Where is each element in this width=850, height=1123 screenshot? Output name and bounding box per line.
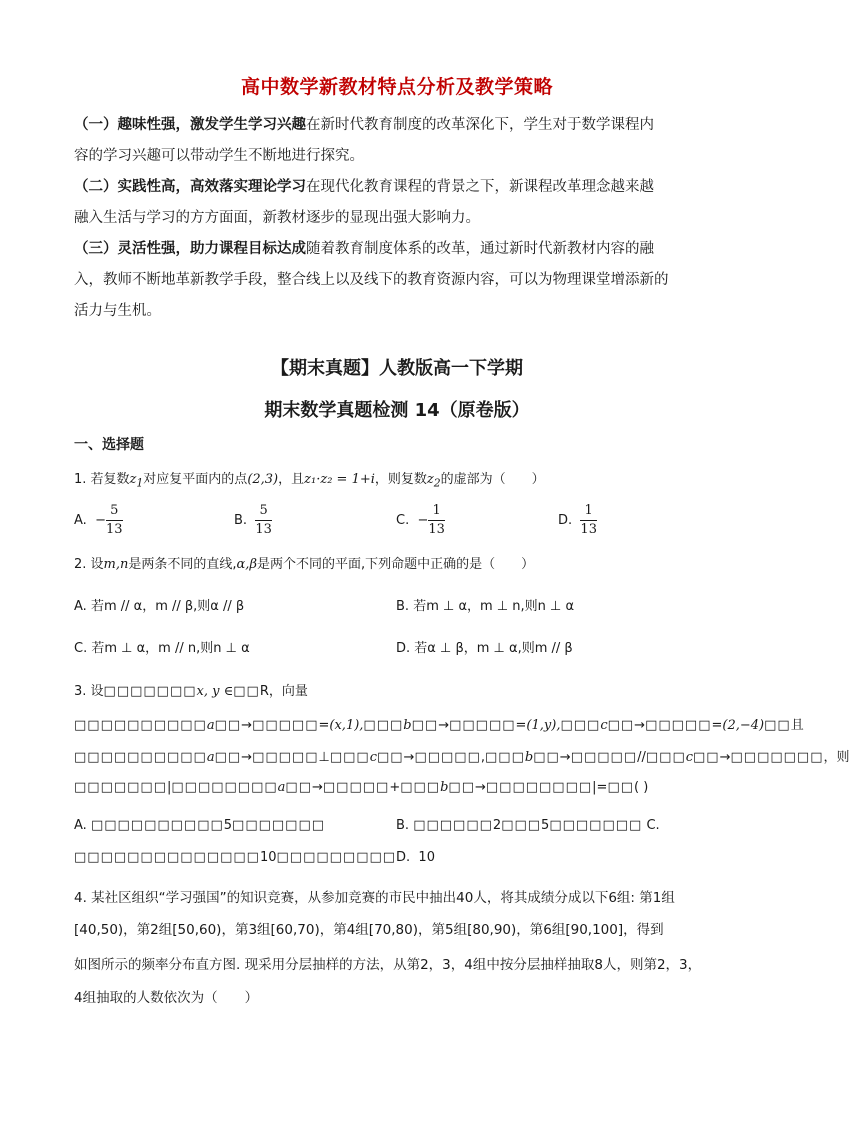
q1-point: (2,3) [247, 472, 279, 487]
intro-cont-3: 入，教师不断地革新教学手段，整合线上以及线下的教育资源内容，可以为物理课堂增添新的 [74, 272, 669, 288]
q2-option-a: A. 若m // α，m // β,则α // β [74, 599, 245, 614]
exam-title-2: 期末数学真题检测 14（原卷版） [264, 400, 530, 421]
q2-option-b: B. 若m ⊥ α，m ⊥ n,则n ⊥ α [396, 599, 575, 614]
question-3-line-4: □□□□□□□|□□□□□□□□a□□→□□□□□+□□□b□□→□□□□□□□□|=□□( ) [74, 780, 649, 795]
q1-text-c: ，且 [278, 472, 305, 487]
q1-text-d: ，则复数 [374, 472, 427, 487]
q2-option-d: D. 若α ⊥ β，m ⊥ α,则m // β [396, 641, 573, 656]
q2-option-c: C. 若m ⊥ α，m // n,则n ⊥ α [74, 641, 250, 656]
q3-option-b: B. □□□□□□2□□□5□□□□□□□ C. [396, 818, 660, 833]
q3-option-d: D. 10 [396, 850, 435, 865]
q1-text-a: 1. 若复数 [74, 472, 130, 487]
q1-z1: $z_1$ [129, 472, 144, 490]
question-4-line-2: [40,50)，第2组[50,60)，第3组[60,70)，第4组[70,80)，第5组[80,90)，第6组[90,100]，得到 [74, 922, 664, 938]
q1-equation: z₁·z₂ = 1+i [304, 472, 375, 487]
question-2-stem: 2. 设m,n是两条不同的直线,α,β是两个不同的平面,下列命题中正确的是（ ） [74, 557, 535, 572]
q1-text-b: 对应复平面内的点 [143, 472, 248, 487]
question-3-line-1: 3. 设□□□□□□□x, y ∈□□R，向量 [74, 684, 308, 699]
q1-z2: $z_2$ [426, 472, 441, 490]
question-4-line-1: 4. 某社区组织“学习强国”的知识竞赛，从参加竞赛的市民中抽出40人，将其成绩分成以下6组: 第1组 [74, 890, 675, 906]
intro-cont-2: 融入生活与学习的方方面面，新教材逐步的显现出强大影响力。 [74, 210, 480, 226]
intro-cont-1: 容的学习兴趣可以带动学生不断地进行探究。 [74, 148, 364, 164]
intro-text-2: 在现代化教育课程的背景之下，新课程改革理念越来越 [306, 179, 654, 195]
question-3-line-2: □□□□□□□□□□a□□→□□□□□=(x,1),□□□b□□→□□□□□=(1,y),□□□c□□→□□□□□=(2,−4)□□且 [74, 718, 804, 733]
intro-paragraph-3 [74, 234, 724, 327]
intro-text-3: 随着教育制度体系的改革，通过新时代新教材内容的融 [306, 241, 654, 257]
q3-option-a: A. □□□□□□□□□□5□□□□□□□ [74, 818, 326, 833]
intro-text-1: 在新时代教育制度的改革深化下，学生对于数学课程内 [306, 117, 654, 133]
question-4-line-4: 4组抽取的人数依次为（ ） [74, 990, 259, 1006]
q1-option-d: D. $\frac{1}{13}$ [558, 503, 597, 537]
question-3-line-3: □□□□□□□□□□a□□→□□□□□⊥□□□c□□→□□□□□,□□□b□□→□□□□□//□□□c□□→□□□□□□□，则 [74, 750, 850, 765]
exam-title-1: 【期末真题】人教版高一下学期 [271, 358, 523, 379]
q1-option-c: C. − $\frac{1}{13}$ [396, 503, 445, 537]
question-4-line-3: 如图所示的频率分布直方图. 现采用分层抽样的方法，从第2，3，4组中按分层抽样抽取8人，则第2，3， [74, 957, 702, 973]
page-title: 高中数学新教材特点分析及教学策略 [240, 76, 553, 98]
intro-lead-3: （三）灵活性强，助力课程目标达成 [74, 241, 306, 257]
intro-paragraph-1 [74, 110, 724, 172]
intro-lead-1: （一）趣味性强，激发学生学习兴趣 [74, 117, 306, 133]
intro-cont-3b: 活力与生机。 [74, 303, 161, 319]
section-heading: 一、选择题 [74, 437, 144, 453]
q1-option-a: A. − $\frac{5}{13}$ [74, 503, 123, 537]
q3-option-c: □□□□□□□□□□□□□□10□□□□□□□□□ [74, 850, 397, 865]
question-1-stem [74, 468, 545, 490]
intro-lead-2: （二）实践性高，高效落实理论学习 [74, 179, 306, 195]
q1-text-e: 的虚部为（ ） [440, 472, 545, 487]
q1-option-b: B. $\frac{5}{13}$ [234, 503, 272, 537]
intro-paragraph-2 [74, 172, 724, 234]
